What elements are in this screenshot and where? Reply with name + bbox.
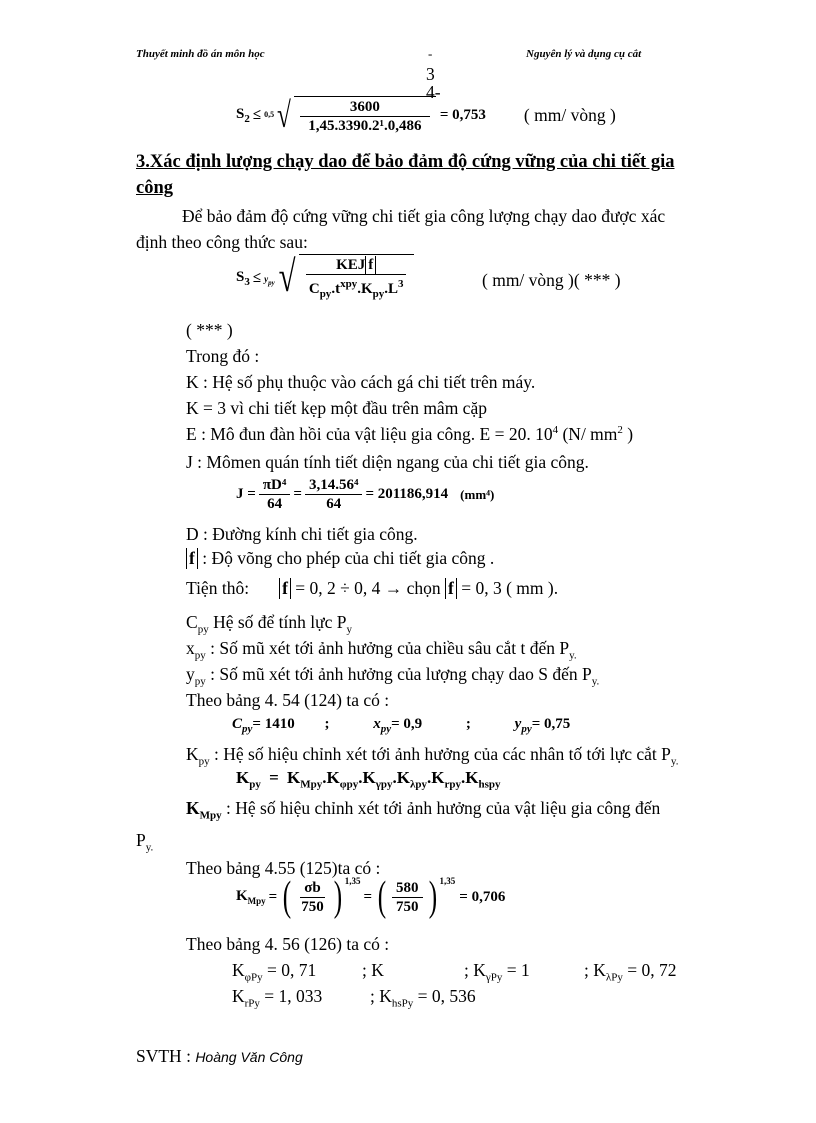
- xpy-definition: $x_{py}$ : Số mũ xét tới ảnh hưởng của chiều sâu cắt t đến $P_{y.}$: [186, 638, 577, 662]
- kmpy-den1: 750: [301, 898, 324, 915]
- kmpy-den2: 750: [396, 898, 419, 915]
- j-result: = 201186,914: [365, 486, 449, 502]
- kmpy-num1: σb: [300, 879, 325, 898]
- s2-unit: ( mm/ vòng ): [523, 105, 616, 125]
- trong-do: Trong đó :: [186, 346, 260, 366]
- k-value: K = 3 vì chi tiết kẹp một đầu trên mâm cặp: [186, 398, 487, 418]
- kpy-term-lambda: $.K_{\lambda py}$: [392, 768, 428, 791]
- j-den2: 64: [326, 496, 342, 512]
- coeff-xpy: $x_{py}= 0,9$: [373, 716, 423, 735]
- kpy-lhs: $K_{py}$: [236, 768, 261, 791]
- j-definition: J : Mômen quán tính tiết diện ngang của chi tiết gia công.: [186, 452, 589, 472]
- j-num1: πD⁴: [259, 476, 291, 495]
- section3-heading-line2: công: [136, 178, 173, 198]
- ref-marker: ( *** ): [186, 320, 233, 340]
- header-right-title: Nguyên lý và dụng cụ cắt: [526, 48, 642, 60]
- kpy-term-gamma: $.K_{\gamma py}$: [358, 768, 393, 791]
- formula-s2: [236, 96, 616, 135]
- formula-s3: [236, 254, 414, 303]
- section3-para-line2: định theo công thức sau:: [136, 232, 308, 252]
- s3-unit: ( mm/ vòng )( *** ): [482, 270, 621, 290]
- s2-denominator: 1,45.3390.2¹.0,486: [308, 118, 422, 134]
- kpy-term-m: $K_{Mpy}$: [287, 768, 323, 791]
- j-unit: (mm⁴): [460, 486, 495, 502]
- s3-denominator: $C_{py}.t^{xpy}.K_{py}.L^3$: [308, 278, 404, 300]
- kpy-term-phi: $.K_{\varphi py}$: [322, 768, 359, 791]
- kpy-term-hs: $.K_{hspy}$: [461, 768, 501, 791]
- coeff-sep1: ;: [324, 716, 330, 732]
- e-definition: E : Mô đun đàn hồi của vật liệu gia công. E = 20. $10^4$ (N/ $mm^2$ ): [186, 424, 634, 444]
- j-lhs: J =: [236, 486, 256, 502]
- kpy-term-r: $.K_{rpy}$: [427, 768, 461, 791]
- coeff-456-hs: ; $K_{hsPy} = 0$, 536: [370, 986, 476, 1010]
- s2-root-index: 0,5: [264, 110, 275, 119]
- bang-454: Theo bảng 4. 54 (124) ta có :: [186, 690, 390, 710]
- header-page-suffix: 4-: [426, 82, 441, 102]
- ypy-definition: $y_{py}$ : Số mũ xét tới ảnh hưởng của lượng chạy dao S đến $P_{y.}$: [186, 664, 600, 688]
- section3-heading-line1: 3.Xác định lượng chạy dao để bảo đảm độ cứng vững của chi tiết gia: [136, 152, 675, 172]
- coeff-456-lambda: ; $K_{\lambda Py} = 0$, 72: [584, 960, 677, 984]
- header-left-title: Thuyết minh đồ án môn học: [136, 48, 265, 60]
- coeff-456-empty: ; K: [362, 960, 384, 980]
- s2-result: = 0,753: [439, 107, 486, 123]
- footer-label: SVTH :: [136, 1046, 196, 1066]
- coeffs-454: [232, 716, 570, 735]
- coeff-ypy: $y_{py}= 0,75$: [514, 716, 571, 735]
- kmpy-lhs: $K_{Mpy}$: [236, 888, 266, 906]
- formula-kmpy: $K_{Mpy}$ = ( $\frac{\sigma b}{750}$ ) $^{1,35}$ = ( $\frac{580}{750}$ ) $^{1,35}$ = 0,706: [236, 874, 506, 920]
- coeff-sep2: ;: [465, 716, 471, 732]
- kmpy-exp2: 1,35: [439, 876, 456, 886]
- d-definition: D : Đường kính chi tiết gia công.: [186, 524, 418, 544]
- f-definition: f : Độ võng cho phép của chi tiết gia công .: [186, 548, 494, 569]
- s3-lhs: $S_3$: [236, 269, 250, 288]
- coeff-cpy: $C_{py}= 1410$: [232, 716, 295, 735]
- header-page-dash: -: [428, 46, 433, 61]
- coeff-456-phi: $K_{\varphi Py} = 0$, 71: [232, 960, 317, 984]
- s3-leq: ≤: [252, 270, 262, 286]
- s2-lhs: $S_2$: [236, 106, 250, 125]
- footer-name: Hoàng Văn Công: [195, 1049, 303, 1065]
- kmpy-result: = 0,706: [459, 888, 506, 905]
- kpy-eq: =: [269, 768, 279, 787]
- s3-root-index: $y_{py}$: [264, 274, 275, 287]
- kmpy-num2: 580: [392, 879, 423, 898]
- header-page-number: 3: [426, 64, 435, 84]
- kmpy-eq: =: [268, 888, 278, 905]
- kmpy-exp1: 1,35: [344, 876, 361, 886]
- s3-numerator: KEJ f: [306, 256, 406, 275]
- kpy-definition: $K_{py}$ : Hệ số hiệu chỉnh xét tới ảnh hưởng của các nhân tố tới lực cắt $P_{y.}$: [186, 744, 679, 768]
- s2-numerator: 3600: [300, 98, 430, 117]
- s3-sqrt: √ $\frac{\text{KEJ f}}{C_{py}.t^{xpy}.K_{py}.L^3}$: [275, 254, 414, 303]
- j-den1: 64: [267, 496, 283, 512]
- k-definition: K : Hệ số phụ thuộc vào cách gá chi tiết trên máy.: [186, 372, 536, 392]
- cpy-definition: $C_{py}$ Hệ số để tính lực $P_y$: [186, 612, 352, 636]
- coeff-456-gamma: ; $K_{\gamma Py} = 1$: [464, 960, 530, 984]
- kmpy-eq2: =: [363, 888, 373, 905]
- formula-j: [236, 476, 494, 513]
- s2-sqrt: √ $\frac{3600}{\text{1,45.3390.2¹.0,486}}$: [274, 96, 436, 135]
- kmpy-definition: $K_{Mpy}$ : Hệ số hiệu chỉnh xét tới ảnh hưởng của vật liệu gia công đến: [186, 798, 661, 822]
- kmpy-definition-cont: $P_{y.}$: [136, 830, 154, 854]
- s2-leq: ≤: [252, 107, 262, 123]
- tien-tho-line: Tiện thô: f = 0, 2 ÷ 0, 4 → chọn f = 0, 3 ( mm ).: [186, 578, 559, 598]
- kmpy-label: $K_{Mpy}$: [186, 798, 222, 822]
- footer: [136, 1046, 303, 1067]
- bang-455: Theo bảng 4.55 (125)ta có :: [186, 858, 381, 878]
- j-num2: 3,14.56⁴: [305, 476, 363, 495]
- section3-para-line1: Để bảo đảm độ cứng vững chi tiết gia công lượng chạy dao được xác: [182, 206, 666, 226]
- j-eq: =: [293, 486, 302, 502]
- kpy-product: [236, 768, 501, 790]
- bang-456: Theo bảng 4. 56 (126) ta có :: [186, 934, 390, 954]
- coeff-456-r: $K_{rPy} = 1$, 033: [232, 986, 323, 1010]
